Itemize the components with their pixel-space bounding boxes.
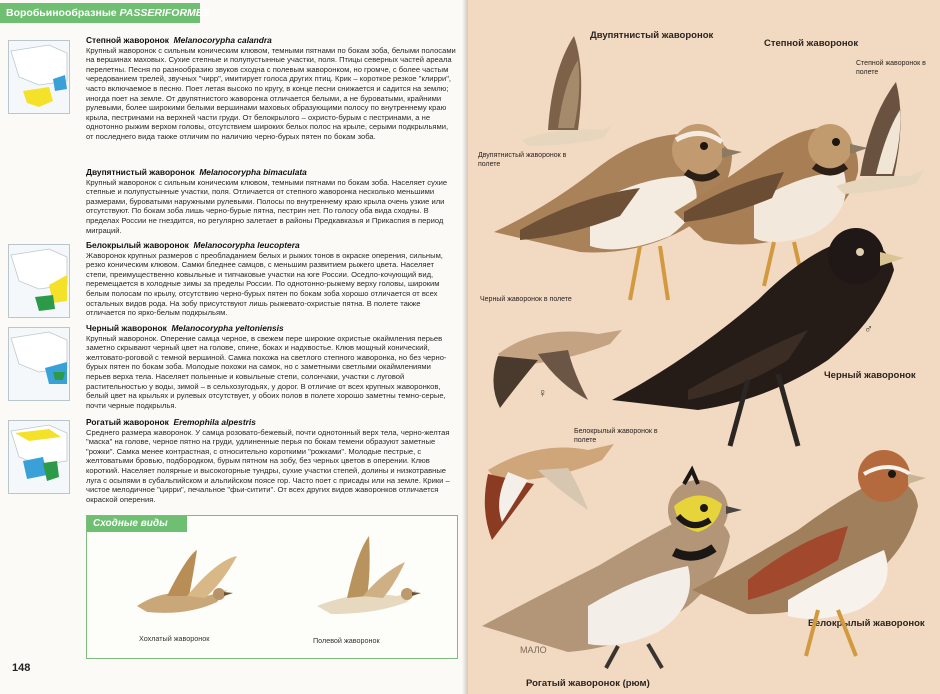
section-family: Воробьинообразные bbox=[6, 7, 117, 19]
similar-species-title: Сходные виды bbox=[87, 516, 187, 532]
bird-black-flight bbox=[478, 304, 628, 414]
label-calandra-flight: Степной жаворонок в полете bbox=[856, 60, 926, 76]
bird-calandra-flight bbox=[830, 76, 930, 196]
label-calandra: Степной жаворонок bbox=[764, 38, 859, 49]
similar-caption-crested: Хохлатый жаворонок bbox=[139, 634, 210, 643]
species-name-ru: Черный жаворонок bbox=[86, 323, 167, 333]
range-map-calandra bbox=[8, 40, 70, 114]
label-black: Черный жаворонок bbox=[824, 370, 916, 381]
species-name-ru: Рогатый жаворонок bbox=[86, 417, 169, 427]
species-name-ru: Белокрылый жаворонок bbox=[86, 240, 189, 250]
species-description: Крупный жаворонок с сильным коническим клювом, темными пятнами по бокам зоба. Населяет сухие степные и полупустынные участки, поля. Отличается от степного жаворонка несколько меньшими размерами, буроватыми наружными рулевыми. Полосы по внутреннему краю крыла очень узкие или отсутствуют. По бокам зоба лишь черно-бурые пятна, пестрин нет. По голосу оба вида сходны. В пределах России не гнездится, но регулярно залетает в районы Предкавказья и Прикаспия в период миграций. bbox=[86, 177, 448, 235]
species-block-leucoptera bbox=[86, 241, 456, 318]
species-name-latin: Melanocorypha leucoptera bbox=[193, 240, 300, 250]
species-description: Жаворонок крупных размеров с преобладанием белых и рыжих тонов в окраске оперения, сильным, резко коническим клювом. Самки бледнее самцов, с меньшим развитием рыжего цвета. Населяет степи, преимущественно ковыльные и типчаковые участки на юге России. Оседло-кочующий вид, перемещается в холодные зимы за пределы России. По однотонно-рыжему верху головы, широким белым полосам по крылу, отсутствию черно-бурых пятен по бокам зоба хорошо отличается от всех остальных видов рода. На зобу присутствуют лишь рыжевато-охристые пятна. В полете также отличается по ярко-белым подкрыльям. bbox=[86, 250, 443, 318]
label-white: Белокрылый жаворонок bbox=[808, 618, 925, 629]
label-bimaculata-flight: Двупятнистый жаворонок в полете bbox=[478, 152, 567, 168]
species-title bbox=[86, 418, 456, 428]
skylark-illustration bbox=[307, 532, 427, 622]
section-latin: PASSERIFORMES bbox=[119, 7, 210, 19]
species-title bbox=[86, 36, 456, 46]
species-description: Среднего размера жаворонок. У самца розовато-бежевый, почти однотонный верх тела, черно-желтая "маска" на голове, черное пятно на груди, удлиненные перья по бокам темени образуют заметные "рожки". Самка менее контрастная, с относительно короткими "рожками". Молодые пестрые, с желтоватыми бровью, подбородком, бурым пятном на зобу, без черных цветов в оперении. Клюв короткий. Населяет полярные и высокогорные тундры, сухие участки степей, долины и низкотравные луга с осыпями в субальпийском и альпийском поясе гор. Часто поет с присады или на земле. Крики – чистое мелодичное "цирри", печальное "фьи-ситити". От всех других видов жаворонков отличается окраской оперения. bbox=[86, 427, 450, 504]
species-name-latin: Eremophila alpestris bbox=[173, 417, 256, 427]
species-block-calandra bbox=[86, 36, 456, 142]
range-map-alpestris bbox=[8, 420, 70, 494]
bird-white bbox=[688, 430, 928, 660]
species-description: Крупный жаворонок. Оперение самца черное, в свежем пере широкие охристые окаймления перьев заметно скрывают черный цвет на голове, спине, боках и надхвостье. Клюв мощный конический, желтовато-роговой с темной вершиной. Самка похожа на светлого степного жаворонка, но без черно-бурых пятен по бокам зоба. Молодые похожи на самок, но с заметными светлыми окаймлениями перьев верха тела. Населяет полынные и ковыльные степи, солончаки, участки с луговой растительностью у воды, зимой – в сельхозугодьях, у дорог. В отличие от всех крупных жаворонков, белый цвет на крыльях и рулевых отсутствует, у обоих полов в полете хорошо заметны темно-серые, почти черные подкрылья. bbox=[86, 333, 447, 410]
label-bimaculata: Двупятнистый жаворонок bbox=[590, 30, 714, 41]
left-page bbox=[0, 0, 468, 694]
male-symbol: ♂ bbox=[864, 322, 873, 336]
section-header bbox=[0, 3, 210, 23]
species-name-latin: Melanocorypha yeltoniensis bbox=[171, 323, 284, 333]
label-horned: Рогатый жаворонок (рюм) bbox=[526, 678, 650, 689]
species-name-ru: Степной жаворонок bbox=[86, 35, 169, 45]
label-white-flight: Белокрылый жаворонок в полете bbox=[574, 428, 658, 444]
similar-caption-skylark: Полевой жаворонок bbox=[313, 636, 380, 645]
similar-species-box bbox=[86, 515, 458, 659]
species-block-alpestris bbox=[86, 418, 456, 504]
species-title bbox=[86, 241, 456, 251]
artist-signature: МАЛО bbox=[520, 645, 547, 655]
label-black-flight: Черный жаворонок в полете bbox=[480, 296, 572, 303]
species-title bbox=[86, 168, 456, 178]
species-title bbox=[86, 324, 456, 334]
species-description: Крупный жаворонок с сильным коническим клювом, темными пятнами по бокам зоба, белыми полосами на вершинах маховых. Сухие степные и полупустынные участки, поля. Птицы северных частей ареала перелетны. Песня по разнообразию звуков сходна с полевым жаворонком, но громче, с более частым чередованием трелей, звучных "чирр", имитирует голоса других птиц. Крик – короткое резкое "клирри", часто включаемое в песню. Поет летая высоко по кругу, в конце песни снижается и садится на землю; иногда поет на земле. От двупятнистого жаворонка отличается белыми, а не буроватыми, крайними рулевыми, более широкими белыми вершинами маховых образующими полосу по внутреннему краю крыла, пестринами на верхней части груди. От белокрылого – охристо-бурым с пестринами, а не однотонно рыжим верхом головы, отсутствием широких белых полос на крыле, серыми подкрыльями, от последнего вида также отличим по наличию черно-бурых пятен по бокам зоба. bbox=[86, 45, 456, 141]
crested-lark-illustration bbox=[127, 546, 247, 626]
species-name-ru: Двупятнистый жаворонок bbox=[86, 167, 195, 177]
species-block-bimaculata bbox=[86, 168, 456, 235]
range-map-yeltoniensis bbox=[8, 327, 70, 401]
female-symbol: ♀ bbox=[538, 386, 547, 400]
species-name-latin: Melanocorypha calandra bbox=[173, 35, 272, 45]
species-name-latin: Melanocorypha bimaculata bbox=[199, 167, 307, 177]
range-map-leucoptera bbox=[8, 244, 70, 318]
page-number: 148 bbox=[12, 662, 31, 674]
species-block-yeltoniensis bbox=[86, 324, 456, 410]
right-page-plate bbox=[468, 0, 940, 694]
